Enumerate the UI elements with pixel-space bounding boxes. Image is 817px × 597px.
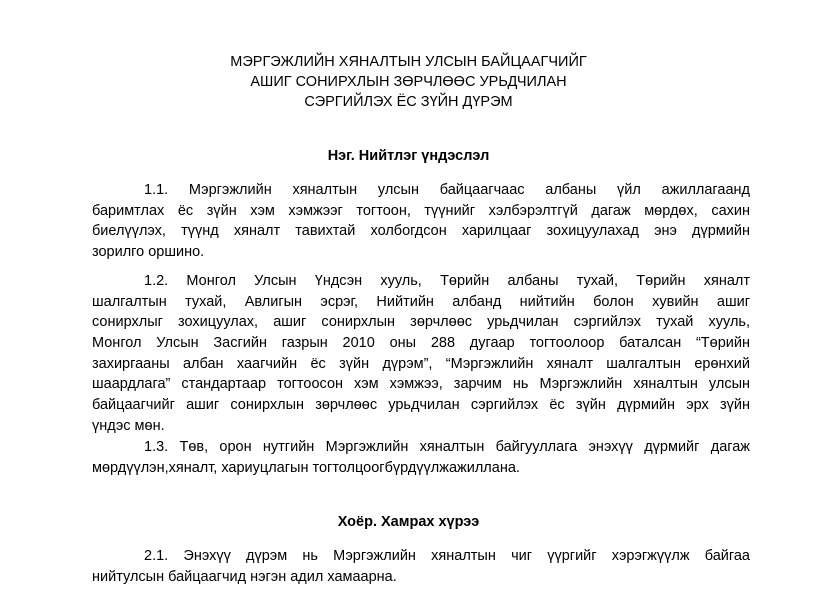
paragraph-line: мөрдүүлэн,хяналт, хариуцлагын тогтолцоогбүрдүүлжажиллана. xyxy=(92,459,520,476)
paragraph-2-1 xyxy=(92,546,750,587)
paragraph-line: баримтлах ёс зүйн хэм хэмжээг тогтоон, түүнийг хэлбэрэлтгүй дагаж мөрдөх, сахин xyxy=(92,202,750,219)
paragraph-line: Монгол Улсын Засгийн газрын 2010 оны 288 дугаар тогтоолоор баталсан “Төрийн xyxy=(92,335,750,352)
paragraph-line: 1.3. Төв, орон нутгийн Мэргэжлийн хяналтын байгууллага энэхүү дүрмийг дагаж xyxy=(144,439,750,455)
paragraph-line: шалгалтын тухай, Авлигын эсрэг, Нийтийн албанд нийтийн болон хувийн ашиг xyxy=(92,293,750,310)
section-heading-2: Хоёр. Хамрах хүрээ xyxy=(337,514,480,530)
document-title xyxy=(0,52,817,112)
paragraph-line: биелүүлэх, түүнд хяналт тавихтай холбогдсон харилцааг зохицуулахад энэ дүрмийн xyxy=(92,223,750,240)
paragraph-line: нийтулсын байцаагчид нэгэн адил хамаарна. xyxy=(92,568,397,585)
paragraph-line: үндэс мөн. xyxy=(92,417,165,434)
paragraph-line: 1.2. Монгол Улсын Үндсэн хууль, Төрийн албаны тухай, Төрийн хяналт xyxy=(144,273,750,289)
title-line-3: СЭРГИЙЛЭХ ЁС ЗҮЙН ДҮРЭМ xyxy=(304,94,513,110)
paragraph-line: шаардлага” стандартаар тогтоосон хэм хэмжээ, зарчим нь Мэргэжлийн хяналтын улсын xyxy=(92,376,750,393)
section-heading-1: Нэг. Нийтлэг үндэслэл xyxy=(327,148,490,164)
paragraph-line: 1.1. Мэргэжлийн хяналтын улсын байцаагчаас албаны үйл ажиллагаанд xyxy=(144,182,750,198)
paragraph-line: 2.1. Энэхүү дүрэм нь Мэргэжлийн хяналтын чиг үүргийг хэрэгжүүлж байгаа xyxy=(144,548,750,564)
paragraph-line: зорилго оршино. xyxy=(92,244,205,261)
paragraph-1-3 xyxy=(92,437,750,478)
paragraph-line: захиргааны албан хаагчийн ёс зүйн дүрэм”, “Мэргэжлийн хяналт шалгалтын ерөнхий xyxy=(92,355,750,372)
paragraph-line: сонирхлыг зохицуулах, ашиг сонирхлын зөрчлөөс урьдчилан сэргийлэх тухай хууль, xyxy=(92,314,750,331)
paragraph-line: байцаагчийг ашиг сонирхлын зөрчлөөс урьдчилан сэргийлэх ёс зүйн дүрмийн эрх зүйн xyxy=(92,397,750,414)
paragraph-1-1 xyxy=(92,180,750,263)
paragraph-1-2 xyxy=(92,271,750,437)
title-line-2: АШИГ СОНИРХЛЫН ЗӨРЧЛӨӨС УРЬДЧИЛАН xyxy=(250,74,567,90)
title-line-1: МЭРГЭЖЛИЙН ХЯНАЛТЫН УЛСЫН БАЙЦААГЧИЙГ xyxy=(230,54,587,70)
